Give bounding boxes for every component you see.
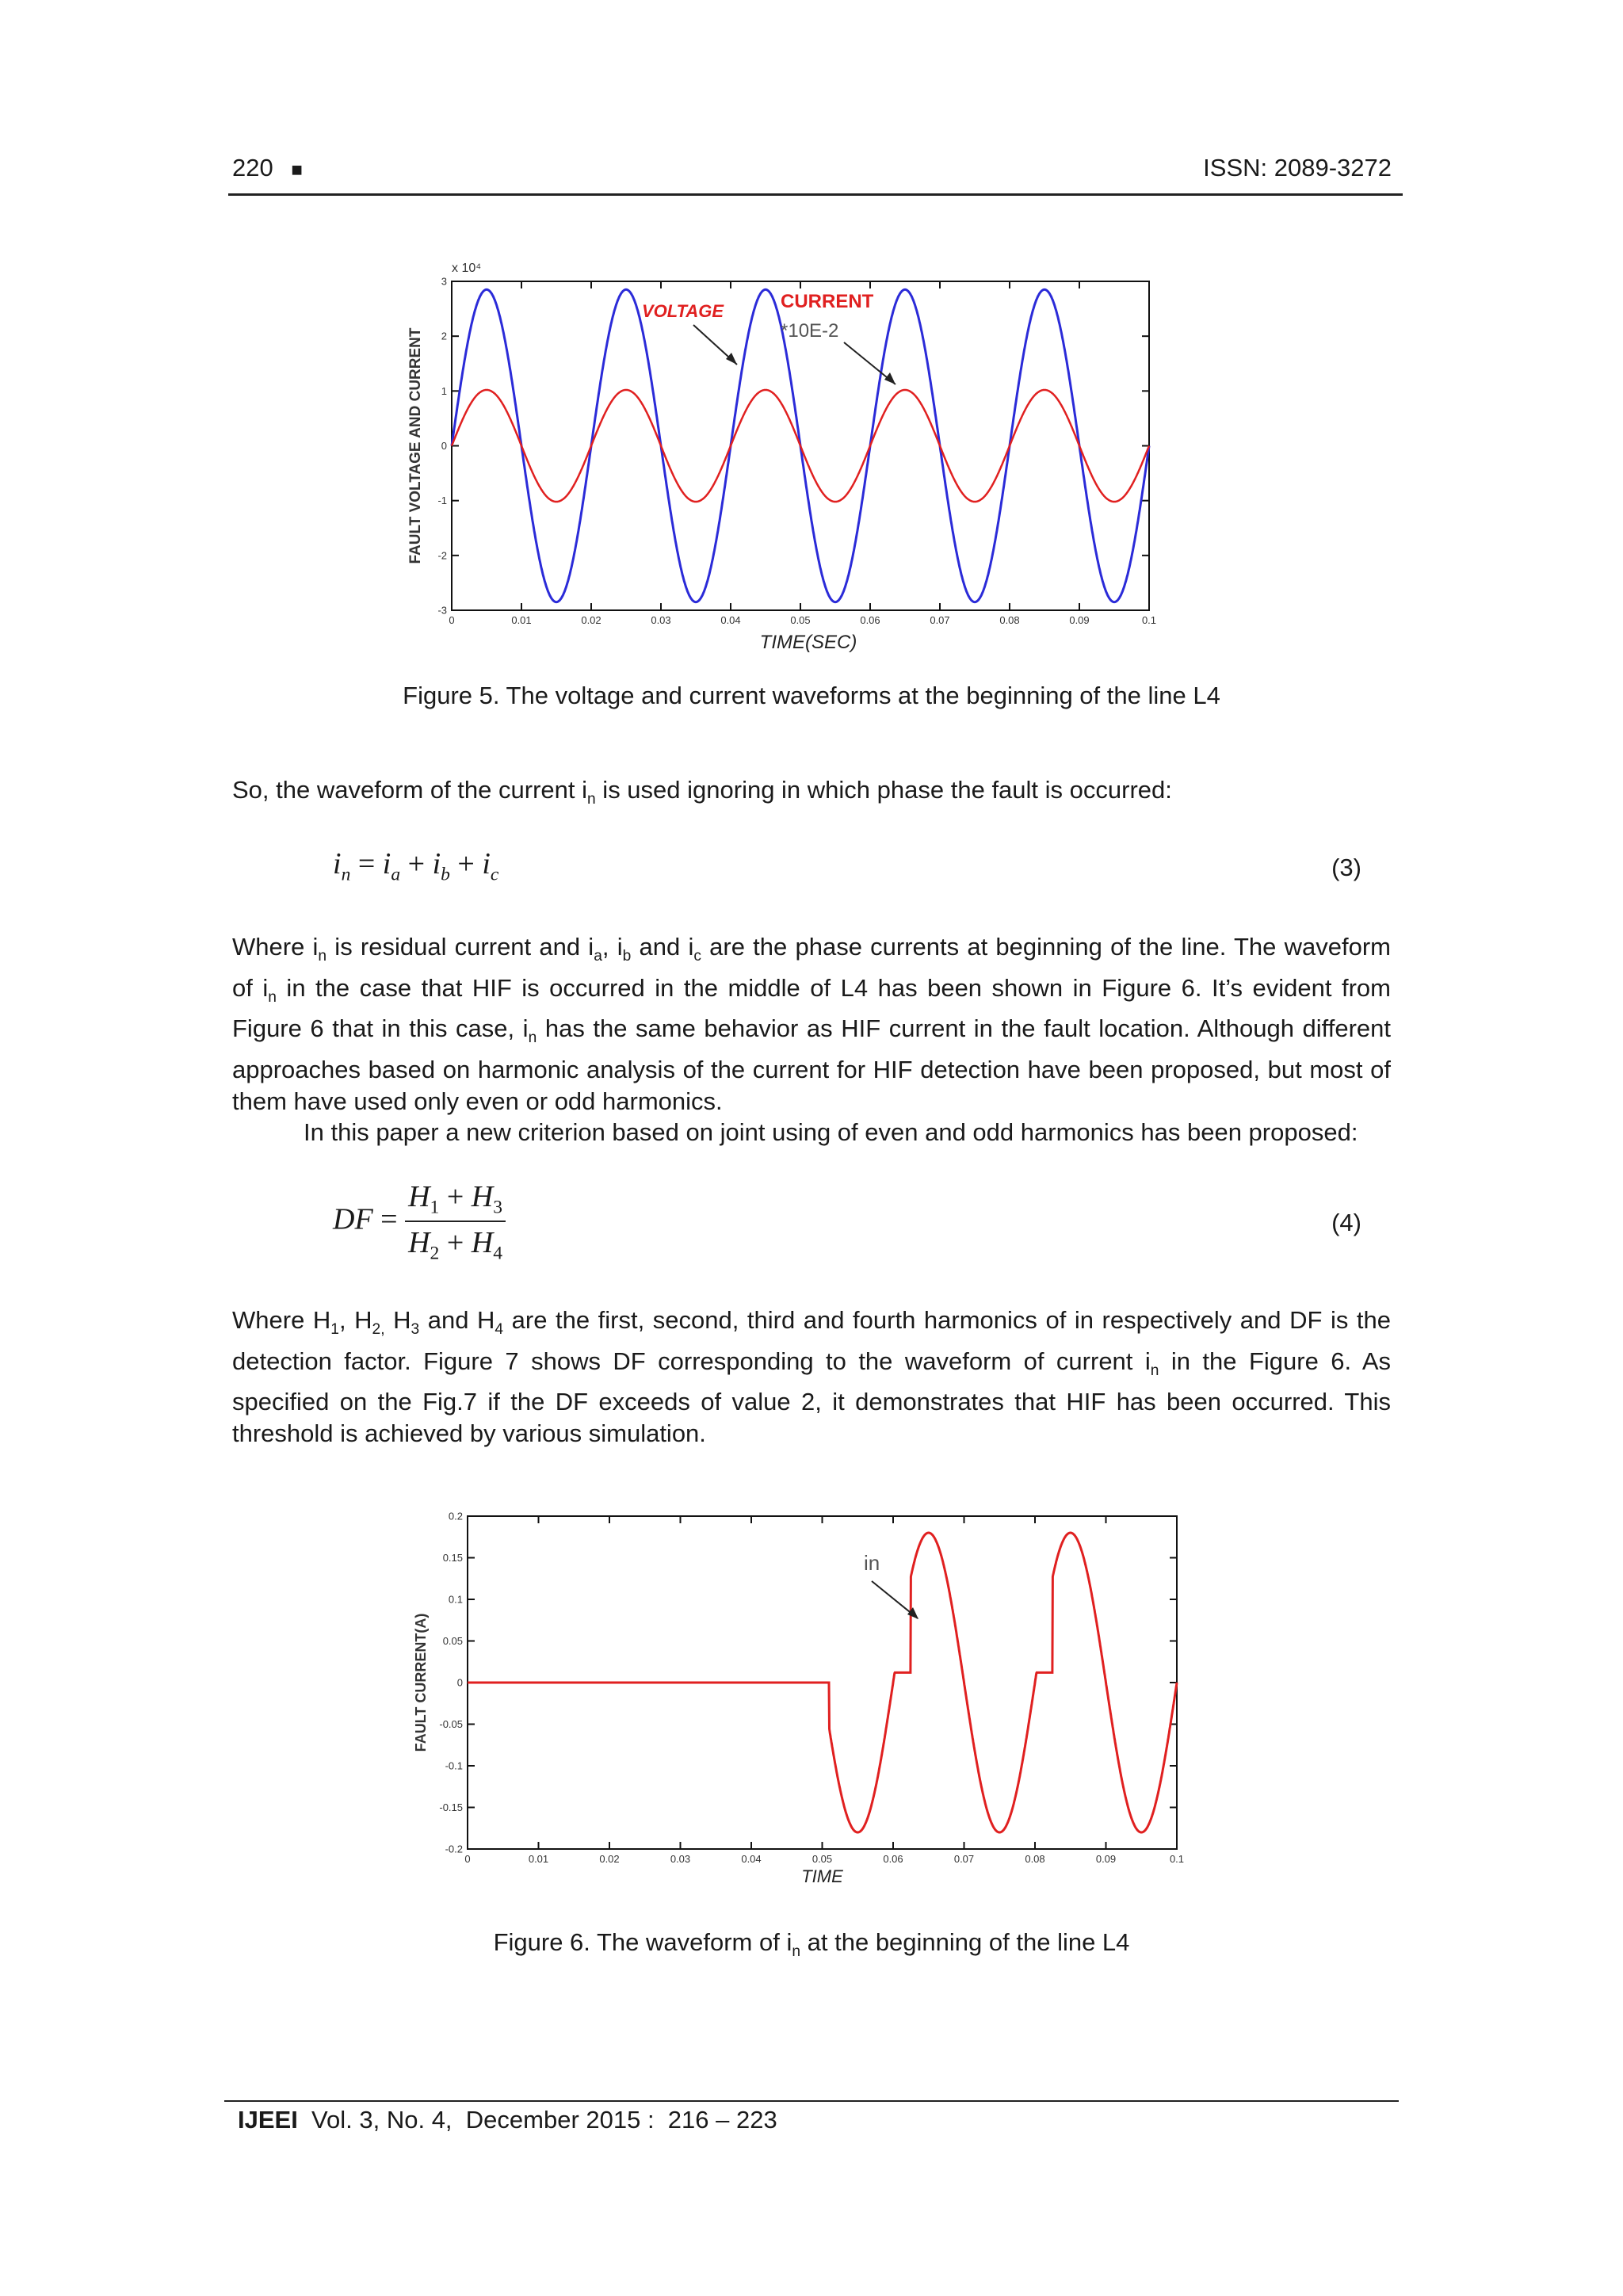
x-axis-label: TIME(SEC) — [759, 632, 857, 653]
y-tick-label: -0.1 — [445, 1759, 463, 1772]
square-icon: ■ — [291, 159, 303, 181]
equation-3-number: (3) — [1331, 854, 1361, 881]
y-tick-label: 1 — [441, 384, 447, 397]
y-tick-label: 2 — [441, 330, 447, 342]
equation-4-number: (4) — [1331, 1209, 1361, 1236]
x-tick-label: 0.04 — [741, 1853, 762, 1865]
header-rule — [228, 193, 1403, 196]
y-tick-label: -0.15 — [439, 1801, 463, 1814]
x-tick-label: 0.07 — [930, 614, 950, 626]
y-tick-label: -2 — [437, 549, 447, 562]
x-tick-label: 0.01 — [528, 1853, 549, 1865]
x-axis-label: TIME — [801, 1866, 843, 1886]
issn: ISSN: 2089-3272 — [1203, 154, 1392, 181]
y-tick-label: 0.2 — [448, 1510, 463, 1522]
x-tick-label: 0.06 — [883, 1853, 903, 1865]
x-tick-label: 0 — [449, 614, 455, 626]
y-tick-label: 3 — [441, 275, 447, 288]
current-annotation: CURRENT — [781, 291, 874, 312]
x-tick-label: 0.01 — [511, 614, 532, 626]
x-tick-label: 0.1 — [1169, 1853, 1185, 1865]
footer: IJEEI Vol. 3, No. 4, December 2015 : 216 – 223 — [238, 2106, 777, 2134]
x-tick-label: 0.02 — [581, 614, 601, 626]
x-tick-label: 0.07 — [953, 1853, 975, 1865]
equation-3: $i_n = i_a + i_b + i_c$ — [333, 847, 499, 885]
x-tick-label: 0 — [464, 1853, 471, 1865]
y-tick-label: -3 — [437, 604, 447, 617]
x-tick-label: 0.03 — [670, 1853, 691, 1865]
x-tick-label: 0.08 — [1025, 1853, 1045, 1865]
figure-6-caption: Figure 6. The waveform of $i_n$ at the beginning of the line L4 — [493, 1928, 1130, 1961]
y-axis-label: FAULT CURRENT(A) — [413, 1613, 429, 1752]
x-tick-label: 0.09 — [1095, 1853, 1117, 1865]
x-tick-label: 0.05 — [790, 614, 811, 626]
x-tick-label: 0.05 — [812, 1853, 833, 1865]
figure-5-chart — [400, 246, 1177, 666]
footer-rule — [224, 2100, 1399, 2102]
paragraph-criterion: In this paper a new criterion based on joint using of even and odd harmonics has been proposed: — [304, 1118, 1358, 1147]
x-tick-label: 0.08 — [999, 614, 1020, 626]
y-tick-label: 0.15 — [442, 1552, 463, 1564]
y-axis-label: FAULT VOLTAGE AND CURRENT — [407, 327, 424, 564]
y-multiplier: x 10⁴ — [452, 262, 482, 275]
y-tick-label: -1 — [437, 495, 447, 507]
x-tick-label: 0.1 — [1141, 614, 1157, 626]
y-tick-label: 0.05 — [442, 1635, 463, 1648]
x-tick-label: 0.06 — [860, 614, 880, 626]
paragraph-body: Where $i_n$ is residual current and $i_a$, $i_b$ and $i_c$ are the phase currents at beginning of the line. The waveform of $i_n$ in the case that HIF is occurred in the middle of L4 has been shown in Figure 6. It’s evident from Figure 6 that in this case, $i_n$ has the same behavior as HIF current in the fault location. Although different approaches based on harmonic analysis of the current for HIF detection have been proposed, but most of them have used only even or odd harmonics. In this paper a new criterion based on joint using of even and odd harmonics has been proposed: — [232, 931, 1391, 1148]
voltage-annotation: VOLTAGE — [642, 301, 724, 321]
page-number: 220 ■ — [232, 154, 303, 181]
y-tick-label: 0 — [456, 1676, 463, 1689]
y-tick-label: 0 — [441, 440, 447, 453]
figure-5-caption: Figure 5. The voltage and current waveforms at the beginning of the line L4 — [403, 682, 1220, 709]
paragraph-intro: So, the waveform of the current $i_n$ is used ignoring in which phase the fault is occurred: — [232, 776, 1172, 808]
equation-4: DF = $\frac{H_1 + H_3}{H_2 + H_4}$ — [333, 1179, 506, 1264]
x-tick-label: 0.09 — [1069, 614, 1090, 626]
current-scale-annotation: *10E-2 — [781, 320, 839, 342]
x-tick-label: 0.02 — [599, 1853, 620, 1865]
x-tick-label: 0.03 — [651, 614, 671, 626]
in-annotation: in — [864, 1551, 880, 1575]
y-tick-label: 0.1 — [448, 1593, 463, 1606]
paragraph-harmonics: Where $H_1$, $H_{2,}$ $H_3$ and $H_4$ are the first, second, third and fourth harmonics of in respectively and DF is the detection factor. Figure 7 shows DF corresponding to the waveform of current $i_n$ in the Figure 6. As specified on the Fig.7 if the DF exceeds of value 2, it demonstrates that HIF has been occurred. This threshold is achieved by various simulation. — [232, 1306, 1391, 1447]
y-tick-label: -0.2 — [445, 1843, 463, 1855]
figure-6-chart — [408, 1502, 1193, 1898]
y-tick-label: -0.05 — [439, 1718, 463, 1731]
x-tick-label: 0.04 — [720, 614, 741, 626]
